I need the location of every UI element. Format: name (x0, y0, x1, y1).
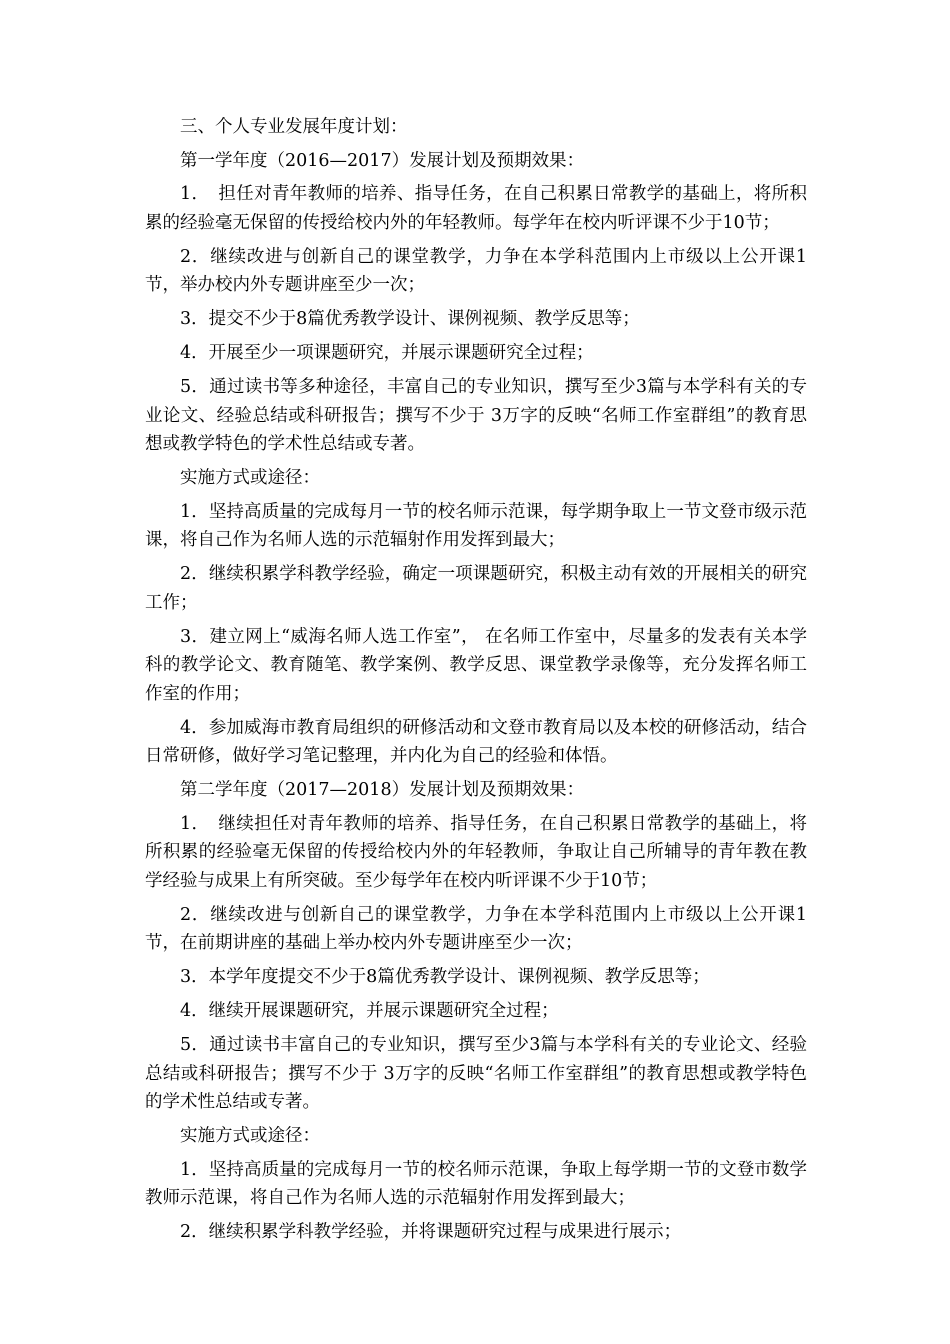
year1-method-1: 1．坚持高质量的完成每月一节的校名师示范课，每学期争取上一节文登市级示范课，将自己作为名师人选的示范辐射作用发挥到最大； (145, 501, 807, 550)
year2-method-1: 1．坚持高质量的完成每月一节的校名师示范课，争取上每学期一节的文登市数学教师示范课，将自己作为名师人选的示范辐射作用发挥到最大； (145, 1159, 807, 1208)
year2-goal-5: 5．通过读书丰富自己的专业知识，撰写至少3篇与本学科有关的专业论文、经验总结或科研报告；撰写不少于 3万字的反映“名师工作室群组”的教育思想或教学特色的学术性总结或专著。 (145, 1035, 807, 1112)
year2-goal-4: 4．继续开展课题研究，并展示课题研究全过程； (180, 1001, 559, 1021)
year1-goal-1: 1． 担任对青年教师的培养、指导任务，在自己积累日常教学的基础上，将所积累的经验毫无保留的传授给校内外的年轻教师。每学年在校内听评课不少于10节； (145, 184, 807, 233)
year2-methods-title: 实施方式或途径： (180, 1126, 320, 1146)
year1-method-3: 3．建立网上“威海名师人选工作室”， 在名师工作室中，尽量多的发表有关本学科的教学论文、教育随笔、教学案例、教学反思、课堂教学录像等，充分发挥名师工作室的作用； (145, 626, 807, 704)
year2-goal-1: 1． 继续担任对青年教师的培养、指导任务，在自己积累日常教学的基础上，将所积累的经验毫无保留的传授给校内外的年轻教师，争取让自己所辅导的青年教在教学经验与成果上有所突破。至少每学年在校内听评课不少于10节； (145, 813, 807, 891)
year1-title: 第一学年度（2016—2017）发展计划及预期效果： (180, 150, 585, 171)
year1-goal-5: 5．通过读书等多种途径，丰富自己的专业知识，撰写至少3篇与本学科有关的专业论文、经验总结或科研报告；撰写不少于 3万字的反映“名师工作室群组”的教育思想或教学特色的学术性总结或专著。 (145, 377, 807, 454)
year2-goal-2: 2．继续改进与创新自己的课堂教学，力争在本学科范围内上市级以上公开课1节，在前期讲座的基础上举办校内外专题讲座至少一次； (145, 904, 807, 953)
year2-goal-3: 3．本学年度提交不少于8篇优秀教学设计、课例视频、教学反思等； (180, 967, 710, 987)
document-page (145, 113, 807, 1252)
section-title: 三、个人专业发展年度计划： (180, 117, 408, 137)
year1-method-2: 2．继续积累学科教学经验，确定一项课题研究，积极主动有效的开展相关的研究工作； (145, 564, 807, 613)
year2-title: 第二学年度（2017—2018）发展计划及预期效果： (180, 780, 585, 800)
year2-method-2: 2．继续积累学科教学经验，并将课题研究过程与成果进行展示； (180, 1222, 682, 1242)
year1-goal-4: 4．开展至少一项课题研究，并展示课题研究全过程； (180, 343, 594, 363)
year1-goal-3: 3．提交不少于8篇优秀教学设计、课例视频、教学反思等； (180, 309, 640, 329)
year1-method-4: 4．参加威海市教育局组织的研修活动和文登市教育局以及本校的研修活动，结合日常研修，做好学习笔记整理，并内化为自己的经验和体悟。 (145, 717, 807, 766)
year1-goal-2: 2．继续改进与创新自己的课堂教学，力争在本学科范围内上市级以上公开课1节，举办校内外专题讲座至少一次； (145, 246, 807, 295)
year1-methods-title: 实施方式或途径： (180, 468, 320, 488)
